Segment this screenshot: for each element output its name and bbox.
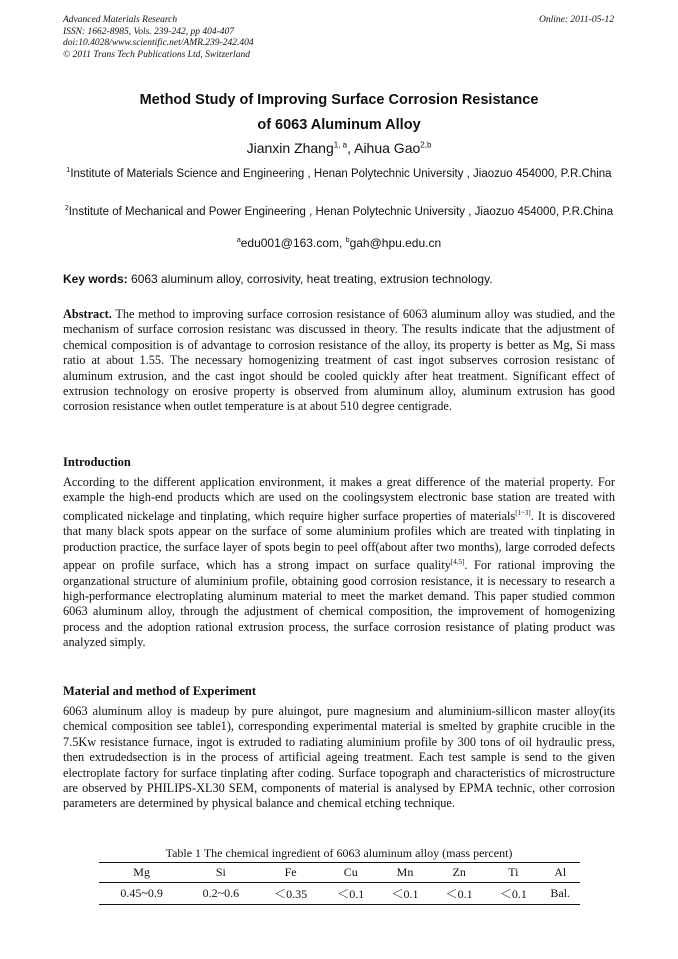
table-caption: Table 1 The chemical ingredient of 6063 aluminum alloy (mass percent) [165,846,513,860]
table-cell: ＜0.1 [445,887,473,901]
email-1[interactable]: edu001@163.com [240,236,339,250]
table-row [99,883,580,905]
affiliation-1-text: Institute of Materials Science and Engineering , Henan Polytechnic University , Jiaozuo 454000, P.R.China [70,167,612,180]
table-header-cell: Zn [452,865,466,879]
emails [63,236,615,250]
doi-line: doi:10.4028/www.scientific.net/AMR.239-242.404 [63,38,254,48]
table-header-cell: Al [554,865,567,879]
chemical-table [99,862,580,905]
table-header-cell: Mn [396,865,414,879]
introduction-body [63,475,615,651]
author-1: Jianxin Zhang [246,140,334,156]
introduction-part-2: . It is discovered that many black spots appear on the surface of some aluminium profiles which are treated with tinplating in production practice, the surface layer of spots begin to peel off(about after two months), large corroded defects appear on profile surface, which has a strong impact on surface quality [63,508,615,573]
introduction-part-3: . For rational improving the organzational structure of aluminium profile, obtaining good corrosion resistance, it is necessary to research a high-performance electroplating aluminum material to meet the market demand. This paper studied common 6063 aluminum alloy, through the adjustment of chemical composition, the improvement of homogenizing process and the adoption rational extrusion process, the surface corrosion resistance of plating product was analyzed simply. [63,558,615,650]
author-separator: , [347,140,355,156]
table-cell: ＜0.35 [274,887,308,901]
keywords [63,272,615,286]
journal-name: Advanced Materials Research [63,15,178,25]
affiliation-2-text: Institute of Mechanical and Power Engineering , Henan Polytechnic University , Jiaozuo 454000, P.R.China [68,205,614,218]
issn-line: ISSN: 1662-8985, Vols. 239-242, pp 404-407 [63,26,234,37]
email-2-sup: b [345,237,350,244]
table-cell: Bal. [550,886,571,900]
authors [63,140,615,156]
author-2: Aihua Gao [354,140,421,156]
affiliation-1-sup: 1 [66,167,71,174]
abstract-label: Abstract. [63,307,112,321]
keywords-text: 6063 aluminum alloy, corrosivity, heat treating, extrusion technology. [127,272,493,286]
affiliation-1 [63,163,615,182]
abstract-text: The method to improving surface corrosion resistance of 6063 aluminum alloy was studied, and the mechanism of surface corrosion resistanc was discussed in theory. The results indicate that the adjustment of chemical composition is of advantage to corrosion resistance of the alloy, its property is better as Mg, Si mass ratio at about 1.55. The necessary homogenizing treatment of cast ingot subserves corrosion resistanc of aluminum extrusion, and the cast ingot should be cooled quickly after heat treatment. Significant effect of extrusion technology on erosive property is observed from aluminum alloy, aluminum extrusion has good corrosion resistance when outlet temperature is at about 510 degree centigrade. [63,307,615,414]
email-2[interactable]: gah@hpu.edu.cn [349,236,442,250]
citation-1[interactable]: [1~3] [515,508,531,517]
introduction-heading: Introduction [63,455,131,469]
online-date: Online: 2011-05-12 [538,15,614,25]
table-header-cell: Ti [508,865,519,879]
paper-title-line-2: of 6063 Aluminum Alloy [257,117,421,133]
email-1-sup: a [236,237,241,244]
material-body: 6063 aluminum alloy is madeup by pure aluingot, pure magnesium and aluminium-sillicon master alloy(its chemical composition see table1), corresponding experimental material is smelted by graphite crucible in the 7.5Kw resistance furnace, ingot is extruded to radiating aluminium profile by 300 tons of oil hydraulic press, then extrudedsection is in the process of artificial ageing treatment. Each test sample is send to the given electroplate factory for surface tinplating after coding. Surface topograph and characteristics of microstructure are observed by PHILIPS-XL30 SEM, components of material is analysed by EPMA technic, other corrosion parameters are determined by physical balance and chemical etching technique. [63,704,615,811]
affiliation-2-sup: 2 [64,205,69,212]
keywords-label: Key words: [63,272,128,286]
table-header-row [99,863,580,883]
affiliation-2 [63,201,615,220]
copyright-line: © 2011 Trans Tech Publications Ltd, Switzerland [63,49,250,60]
table-cell: ＜0.1 [337,887,365,901]
journal-header [63,15,254,61]
email-separator: , [338,236,346,250]
table-header-cell: Mg [133,865,150,879]
table-cell: 0.2~0.6 [202,886,240,900]
table-cell: 0.45~0.9 [120,886,163,900]
table-cell: ＜0.1 [499,887,527,901]
abstract [63,307,615,415]
author-1-sup: 1, a [333,140,348,150]
material-heading: Material and method of Experiment [63,684,257,698]
table-header-cell: Si [215,865,226,879]
citation-2[interactable]: [4,5] [450,558,465,567]
author-2-sup: 2,b [420,140,432,150]
introduction-part-1: According to the different application environment, it makes a great difference of the material property. For example the high-end products which are used on the coolingsystem electronic base station are treated with complicated nickelage and tinplating, which require higher surface properties of materials [63,475,615,523]
table-header-cell: Fe [284,865,297,879]
table-header-cell: Cu [343,865,358,879]
table-cell: ＜0.1 [391,887,419,901]
paper-title-line-1: Method Study of Improving Surface Corrosion Resistance [139,92,539,108]
